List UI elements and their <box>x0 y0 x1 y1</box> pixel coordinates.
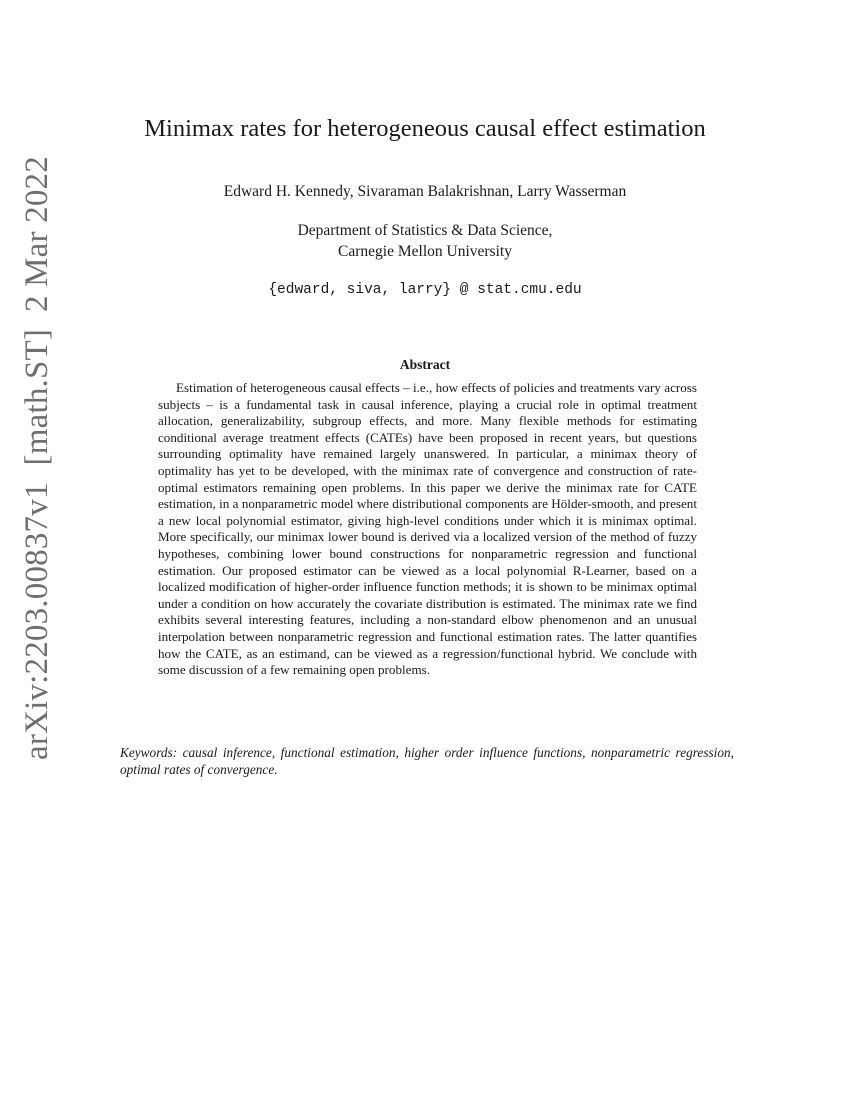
abstract-text: Estimation of heterogeneous causal effects – i.e., how effects of policies and treatments vary across subjects – is a fundamental task in causal inference, playing a crucial role in optimal treatment allocation, generalizability, subgroup effects, and more. Many flexible methods for estimating conditional average treatment effects (CATEs) have been proposed in recent years, but questions surrounding optimality have remained largely unanswered. In particular, a minimax theory of optimality has yet to be developed, with the minimax rate of convergence and construction of rate-optimal estimators remaining open problems. In this paper we derive the minimax rate for CATE estimation, in a nonparametric model where distributional components are Hölder-smooth, and present a new local polynomial estimator, giving high-level conditions under which it is minimax optimal. More specifically, our minimax lower bound is derived via a localized version of the method of fuzzy hypotheses, combining lower bound constructions for nonparametric regression and functional estimation. Our proposed estimator can be viewed as a local polynomial R-Learner, based on a localized modification of higher-order influence function methods; it is shown to be minimax optimal under a condition on how accurately the covariate distribution is estimated. The minimax rate we find exhibits several interesting features, including a non-standard elbow phenomenon and an unusual interpolation between nonparametric regression and functional estimation rates. The latter quantifies how the CATE, as an estimand, can be viewed as a regression/functional hybrid. We conclude with some discussion of a few remaining open problems. <box>158 380 697 678</box>
keywords: Keywords: causal inference, functional estimation, higher order influence functions, nonparametric regression, optimal rates of convergence. <box>120 745 734 777</box>
affiliation <box>0 220 850 262</box>
paper-title: Minimax rates for heterogeneous causal effect estimation <box>144 115 706 142</box>
author-list: Edward H. Kennedy, Sivaraman Balakrishnan, Larry Wasserman <box>223 183 627 200</box>
university: Carnegie Mellon University <box>338 243 512 260</box>
arxiv-side-stamp: arXiv:2203.00837v1 [math.ST] 2 Mar 2022 <box>19 156 55 760</box>
abstract-heading: Abstract <box>399 357 451 372</box>
author-emails: {edward, siva, larry} @ stat.cmu.edu <box>268 282 582 298</box>
department: Department of Statistics & Data Science, <box>297 222 553 239</box>
